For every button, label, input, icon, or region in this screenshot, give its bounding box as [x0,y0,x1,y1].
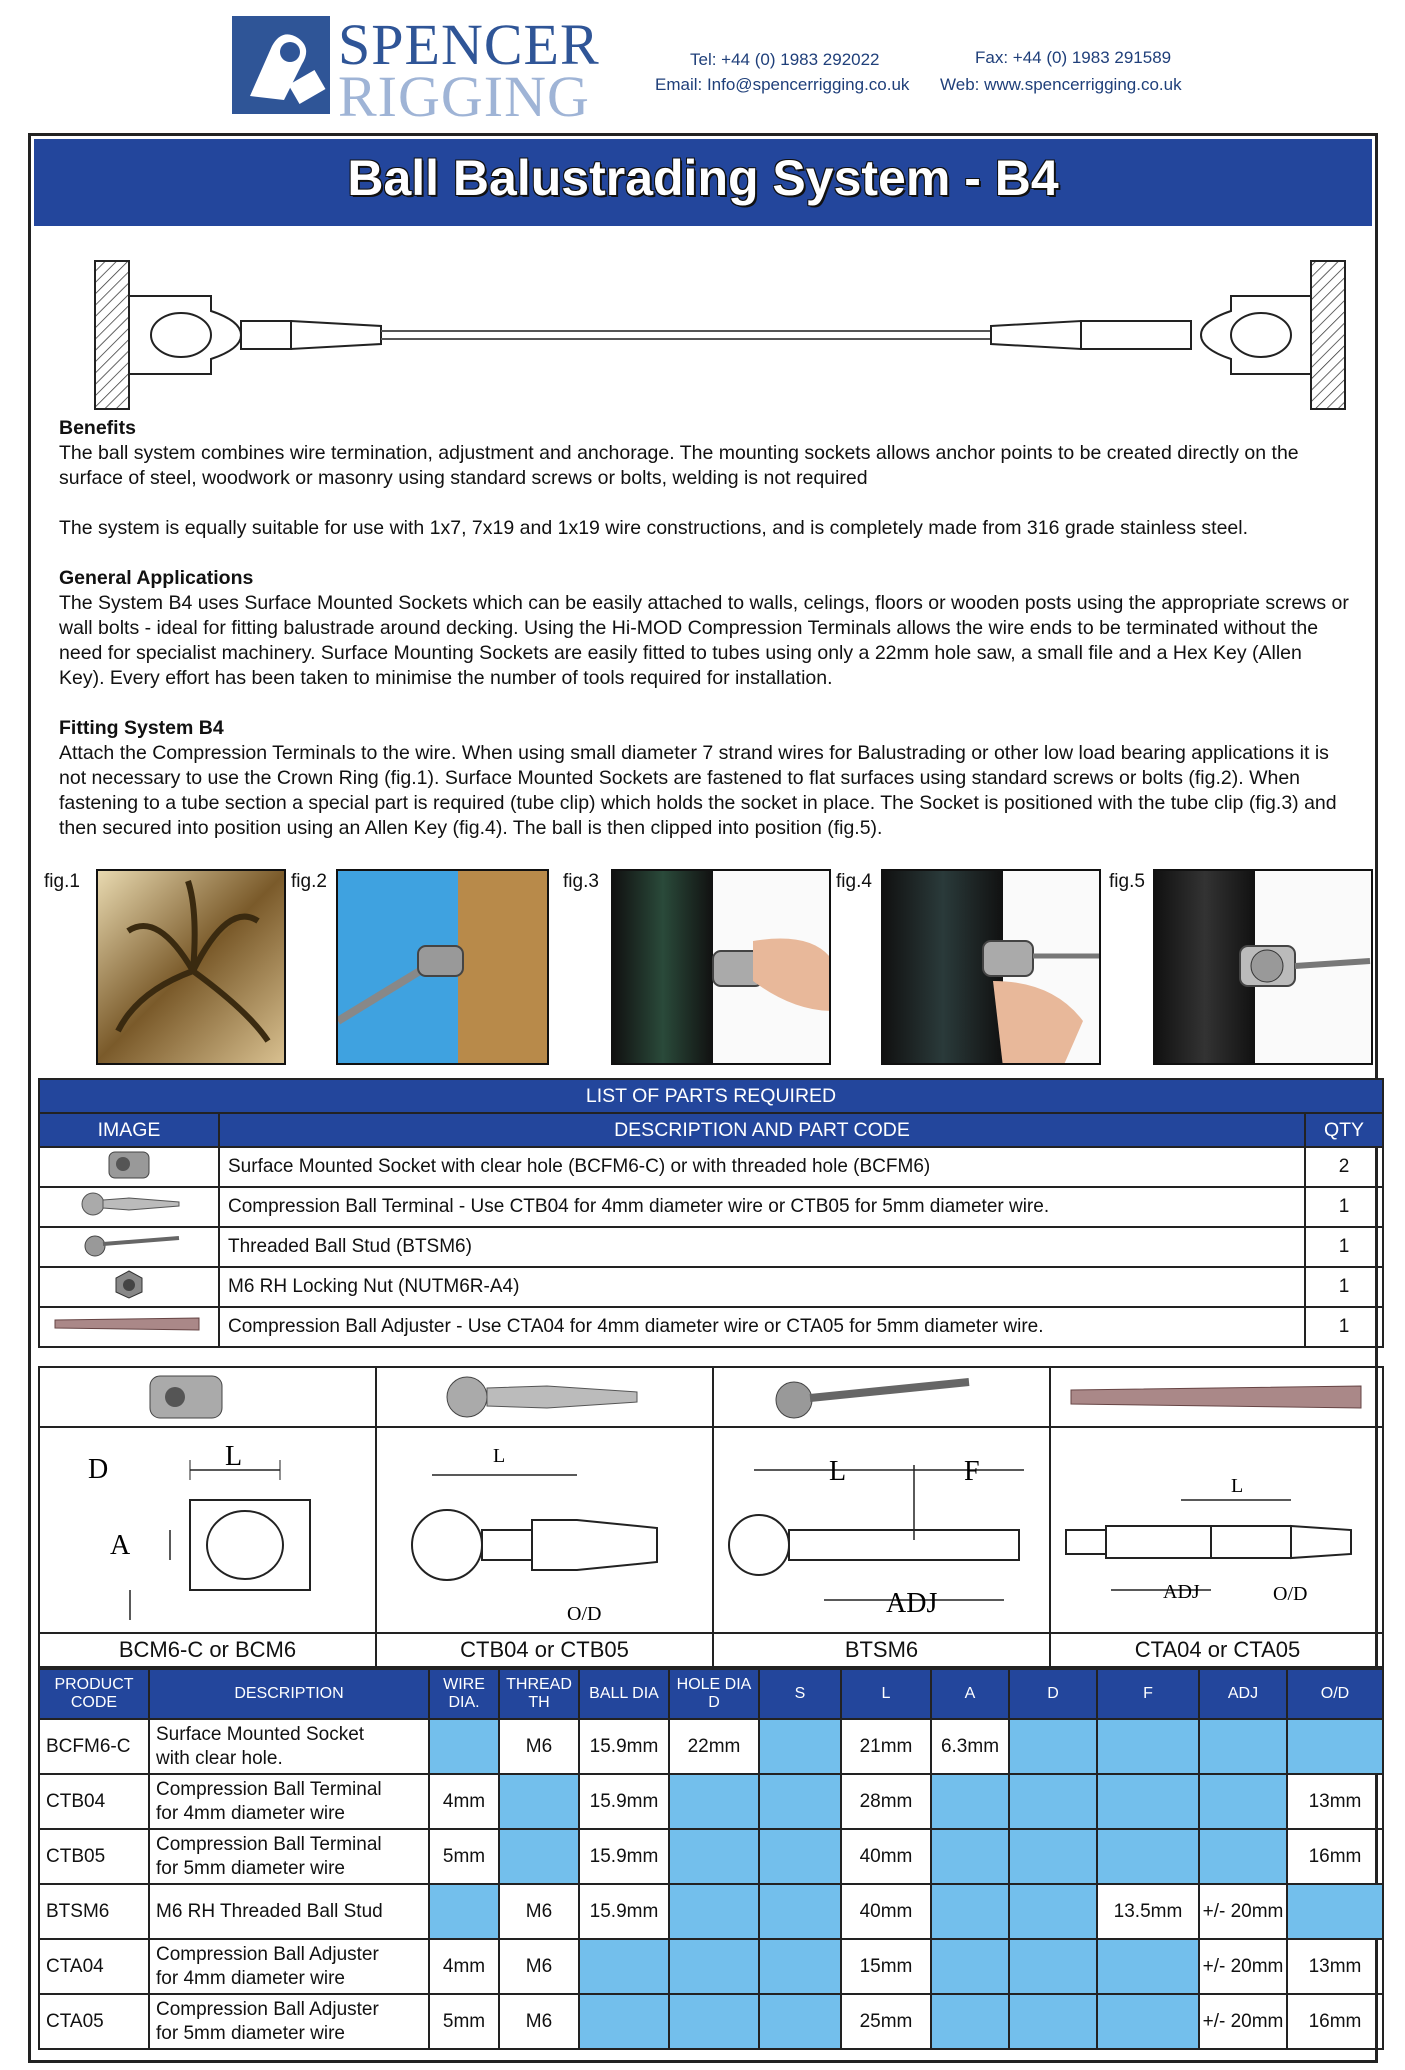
cell-a [931,1829,1009,1884]
dim-od-label: O/D [1273,1583,1308,1605]
hdr-wire-dia: WIRE DIA. [429,1669,499,1719]
table-row [39,1307,1383,1347]
fig-4-photo [881,869,1101,1065]
terminal-thumbnail [39,1187,219,1227]
hdr-d: D [1009,1669,1097,1719]
cell-f [1097,1829,1199,1884]
cell-code: BTSM6 [39,1884,149,1939]
title-bar [34,139,1372,226]
col-qty-header: QTY [1305,1113,1383,1147]
diagram-adjuster [1051,1368,1384,1666]
cell-code: CTB05 [39,1829,149,1884]
benefits-paragraph-2: The system is equally suitable for use with 1x7, 7x19 and 1x19 wire constructions, and is completely made from 316 grade stainless steel. [59,517,1249,539]
table-row [39,1994,1383,2049]
cell-thread: M6 [499,1939,579,1994]
cell-hole [669,1774,759,1829]
cell-desc [149,1829,429,1884]
socket-photo-cell [40,1368,375,1428]
cell-thread [499,1829,579,1884]
part-desc: Compression Ball Terminal - Use CTB04 for 4mm diameter wire or CTB05 for 5mm diameter wire. [219,1187,1305,1227]
general-paragraph: The System B4 uses Surface Mounted Sockets which can be easily attached to walls, celings, floors or wooden posts using the appropriate screws or wall bolts - ideal for fitting balustrade around decking. Using the Hi-MOD Compression Terminals allows the wire ends to be terminated without the need for specialist machinery. Surface Mounting Sockets are easily fitted to tubes using only a 22mm hole saw, a small file and a Hex Key (Allen Key). Every effort has been taken to minimise the number of tools required for installation. [59,592,1349,689]
cell-s [759,1774,841,1829]
cell-f [1097,1994,1199,2049]
cell-thread: M6 [499,1719,579,1774]
cell-d [1009,1829,1097,1884]
spec-header-row [39,1669,1383,1719]
contact-tel: Tel: +44 (0) 1983 292022 [690,50,880,69]
cell-wire: 4mm [429,1774,499,1829]
brand-line-2: RIGGING [338,64,590,129]
dim-l-label: L [225,1441,243,1472]
fig-4-label: fig.4 [836,871,872,892]
fitting-section [59,716,1349,841]
fig-5-label: fig.5 [1109,871,1145,892]
ball-terminal-icon [69,1188,189,1220]
caption-terminal: CTB04 or CTB05 [377,1632,712,1666]
hdr-thread: THREAD TH [499,1669,579,1719]
cell-wire: 5mm [429,1994,499,2049]
fig-3-label: fig.3 [563,871,599,892]
cell-ball: 15.9mm [579,1719,669,1774]
cell-desc [149,1994,429,2049]
cell-s [759,1719,841,1774]
cell-hole [669,1884,759,1939]
contact-web[interactable]: Web: www.spencerrigging.co.uk [940,75,1182,94]
part-qty: 1 [1305,1267,1383,1307]
ball-adjuster-icon [49,1308,209,1340]
cell-l: 28mm [841,1774,931,1829]
company-logo [232,12,600,129]
cell-od [1287,1884,1383,1939]
cell-l: 21mm [841,1719,931,1774]
desc-line-1: Compression Ball Adjuster [156,1998,379,2020]
table-row [39,1829,1383,1884]
hdr-a: A [931,1669,1009,1719]
cell-wire: 5mm [429,1829,499,1884]
fitting-heading: Fitting System B4 [59,717,224,739]
cell-code: CTB04 [39,1774,149,1829]
dim-f-label: F [964,1456,980,1487]
hdr-hole-dia: HOLE DIA D [669,1669,759,1719]
cell-s [759,1939,841,1994]
cell-d [1009,1719,1097,1774]
cell-ball: 15.9mm [579,1884,669,1939]
socket-on-wood-image [338,871,549,1065]
socket-photo-icon [40,1368,377,1426]
cell-desc [149,1884,429,1939]
fig-3-photo [611,869,831,1065]
stud-dimension-drawing [714,1430,1051,1630]
benefits-paragraph-1: The ball system combines wire termination, adjustment and anchorage. The mounting sockets allows anchor points to be created directly on the surface of steel, woodwork or masonry using standard screws or bolts, welding is not required [59,442,1299,489]
fitting-paragraph: Attach the Compression Terminals to the wire. When using small diameter 7 strand wires for Balustrading or other low load bearing applications it is not necessary to use the Crown Ring (fig.1). Surface Mounted Sockets are fastened to flat surfaces using standard screws or bolts (fig.2). When fastening to a tube section a special part is required (tube clip) which holds the socket in place. The Socket is positioned with the tube clip (fig.3) and then secured into position using an Allen Key (fig.4). The ball is then clipped into position (fig.5). [59,742,1337,839]
adjuster-dimension-drawing [1051,1430,1384,1630]
cell-f: 13.5mm [1097,1884,1199,1939]
hdr-adj: ADJ [1199,1669,1287,1719]
table-row [39,1187,1383,1227]
cell-od [1287,1719,1383,1774]
desc-line-2: for 5mm diameter wire [156,2022,345,2044]
hdr-ball-dia: BALL DIA [579,1669,669,1719]
cell-s [759,1884,841,1939]
cell-wire [429,1719,499,1774]
desc-line-2: for 5mm diameter wire [156,1857,345,1879]
socket-thumbnail [39,1147,219,1187]
ball-clipped-image [1155,871,1373,1065]
desc-line-1: Compression Ball Adjuster [156,1943,379,1965]
terminal-photo-icon [377,1368,714,1426]
caption-stud: BTSM6 [714,1632,1049,1666]
allen-key-image [883,871,1101,1065]
diagram-stud [714,1368,1051,1666]
desc-line-1: Compression Ball Terminal [156,1778,382,1800]
dim-l-label: L [829,1456,847,1487]
col-desc-header: DESCRIPTION AND PART CODE [219,1113,1305,1147]
socket-icon [99,1148,159,1180]
cell-d [1009,1994,1097,2049]
desc-line-1: Surface Mounted Socket [156,1723,365,1745]
terminal-dimension-drawing [377,1430,714,1630]
spec-table [38,1668,1384,2050]
hdr-product-code: PRODUCT CODE [39,1669,149,1719]
cell-hole [669,1994,759,2049]
hdr-l: L [841,1669,931,1719]
table-row [39,1884,1383,1939]
cell-od: 13mm [1287,1939,1383,1994]
ball-stud-icon [69,1228,189,1260]
part-qty: 2 [1305,1147,1383,1187]
hdr-od: O/D [1287,1669,1383,1719]
part-desc: Threaded Ball Stud (BTSM6) [219,1227,1305,1267]
nut-thumbnail [39,1267,219,1307]
cell-code: CTA05 [39,1994,149,2049]
cell-desc [149,1774,429,1829]
cell-a [931,1994,1009,2049]
table-row [39,1719,1383,1774]
desc-line-1: M6 RH Threaded Ball Stud [156,1900,383,1922]
benefits-heading: Benefits [59,417,136,439]
general-applications-section [59,566,1349,691]
adjuster-thumbnail [39,1307,219,1347]
hdr-s: S [759,1669,841,1719]
socket-dimension-drawing [40,1430,377,1630]
hdr-f: F [1097,1669,1199,1719]
cell-d [1009,1774,1097,1829]
diagram-terminal [377,1368,714,1666]
cell-adj: +/- 20mm [1199,1884,1287,1939]
cell-wire: 4mm [429,1939,499,1994]
cell-thread [499,1774,579,1829]
part-desc: Surface Mounted Socket with clear hole (BCFM6-C) or with threaded hole (BCFM6) [219,1147,1305,1187]
contact-email[interactable]: Email: Info@spencerrigging.co.uk [655,75,910,94]
cell-adj [1199,1829,1287,1884]
cell-hole [669,1829,759,1884]
general-heading: General Applications [59,567,254,589]
cell-d [1009,1884,1097,1939]
cell-f [1097,1939,1199,1994]
caption-adjuster: CTA04 or CTA05 [1051,1632,1384,1666]
cell-od: 16mm [1287,1994,1383,2049]
fig-1-label: fig.1 [44,871,80,892]
adjuster-photo-icon [1051,1368,1384,1426]
cell-thread: M6 [499,1994,579,2049]
cell-hole [669,1939,759,1994]
technical-diagrams [38,1366,1384,1668]
part-desc: Compression Ball Adjuster - Use CTA04 for 4mm diameter wire or CTA05 for 5mm diameter wire. [219,1307,1305,1347]
cell-l: 40mm [841,1829,931,1884]
stud-thumbnail [39,1227,219,1267]
hex-nut-icon [109,1268,149,1300]
table-row [39,1267,1383,1307]
cell-desc [149,1939,429,1994]
cell-s [759,1829,841,1884]
cell-od: 16mm [1287,1829,1383,1884]
cell-adj: +/- 20mm [1199,1994,1287,2049]
col-image-header: IMAGE [39,1113,219,1147]
dim-od-label: O/D [567,1603,602,1625]
dim-l-label: L [1231,1475,1244,1497]
system-assembly-diagram [91,241,1391,441]
caption-socket: BCM6-C or BCM6 [40,1632,375,1666]
tube-clip-image [613,871,831,1065]
contact-fax: Fax: +44 (0) 1983 291589 [975,48,1172,67]
fig-5-photo [1153,869,1373,1065]
fig-2-label: fig.2 [291,871,327,892]
stud-photo-icon [714,1368,1051,1426]
cell-hole: 22mm [669,1719,759,1774]
adjuster-photo-cell [1051,1368,1384,1428]
diagram-socket [40,1368,377,1666]
dim-adj-label: ADJ [1163,1581,1200,1603]
cell-a: 6.3mm [931,1719,1009,1774]
cell-d [1009,1939,1097,1994]
desc-line-2: for 4mm diameter wire [156,1967,345,1989]
part-qty: 1 [1305,1227,1383,1267]
brand-line-1: SPENCER [338,12,600,77]
cell-adj: +/- 20mm [1199,1939,1287,1994]
cell-adj [1199,1774,1287,1829]
cell-thread: M6 [499,1884,579,1939]
cell-od: 13mm [1287,1774,1383,1829]
table-row [39,1939,1383,1994]
cell-s [759,1994,841,2049]
dim-d-label: D [88,1454,109,1485]
shackle-logo-icon [232,16,330,114]
cell-adj [1199,1719,1287,1774]
page-title: Ball Balustrading System - B4 [347,150,1059,206]
cell-a [931,1774,1009,1829]
parts-title: LIST OF PARTS REQUIRED [39,1079,1383,1113]
fig-1-photo [96,869,286,1065]
dim-adj-label: ADJ [886,1588,938,1619]
stud-photo-cell [714,1368,1049,1428]
cell-ball: 15.9mm [579,1829,669,1884]
parts-table [38,1078,1384,1348]
page-header [0,0,1405,130]
cell-f [1097,1774,1199,1829]
crown-ring-image [98,871,286,1065]
part-qty: 1 [1305,1307,1383,1347]
cell-wire [429,1884,499,1939]
cell-l: 25mm [841,1994,931,2049]
dim-a-label: A [110,1530,131,1561]
cell-code: BCFM6-C [39,1719,149,1774]
desc-line-2: with clear hole. [156,1747,283,1769]
cell-ball [579,1939,669,1994]
benefits-section [59,416,1349,541]
cell-ball: 15.9mm [579,1774,669,1829]
table-row [39,1227,1383,1267]
desc-line-1: Compression Ball Terminal [156,1833,382,1855]
terminal-photo-cell [377,1368,712,1428]
fig-2-photo [336,869,549,1065]
table-row [39,1147,1383,1187]
cell-a [931,1884,1009,1939]
part-desc: M6 RH Locking Nut (NUTM6R-A4) [219,1267,1305,1307]
table-row [39,1774,1383,1829]
cell-l: 40mm [841,1884,931,1939]
cell-desc [149,1719,429,1774]
cell-code: CTA04 [39,1939,149,1994]
hdr-description: DESCRIPTION [149,1669,429,1719]
cell-f [1097,1719,1199,1774]
cell-ball [579,1994,669,2049]
cell-l: 15mm [841,1939,931,1994]
cell-a [931,1939,1009,1994]
desc-line-2: for 4mm diameter wire [156,1802,345,1824]
dim-l-label: L [493,1445,506,1467]
part-qty: 1 [1305,1187,1383,1227]
